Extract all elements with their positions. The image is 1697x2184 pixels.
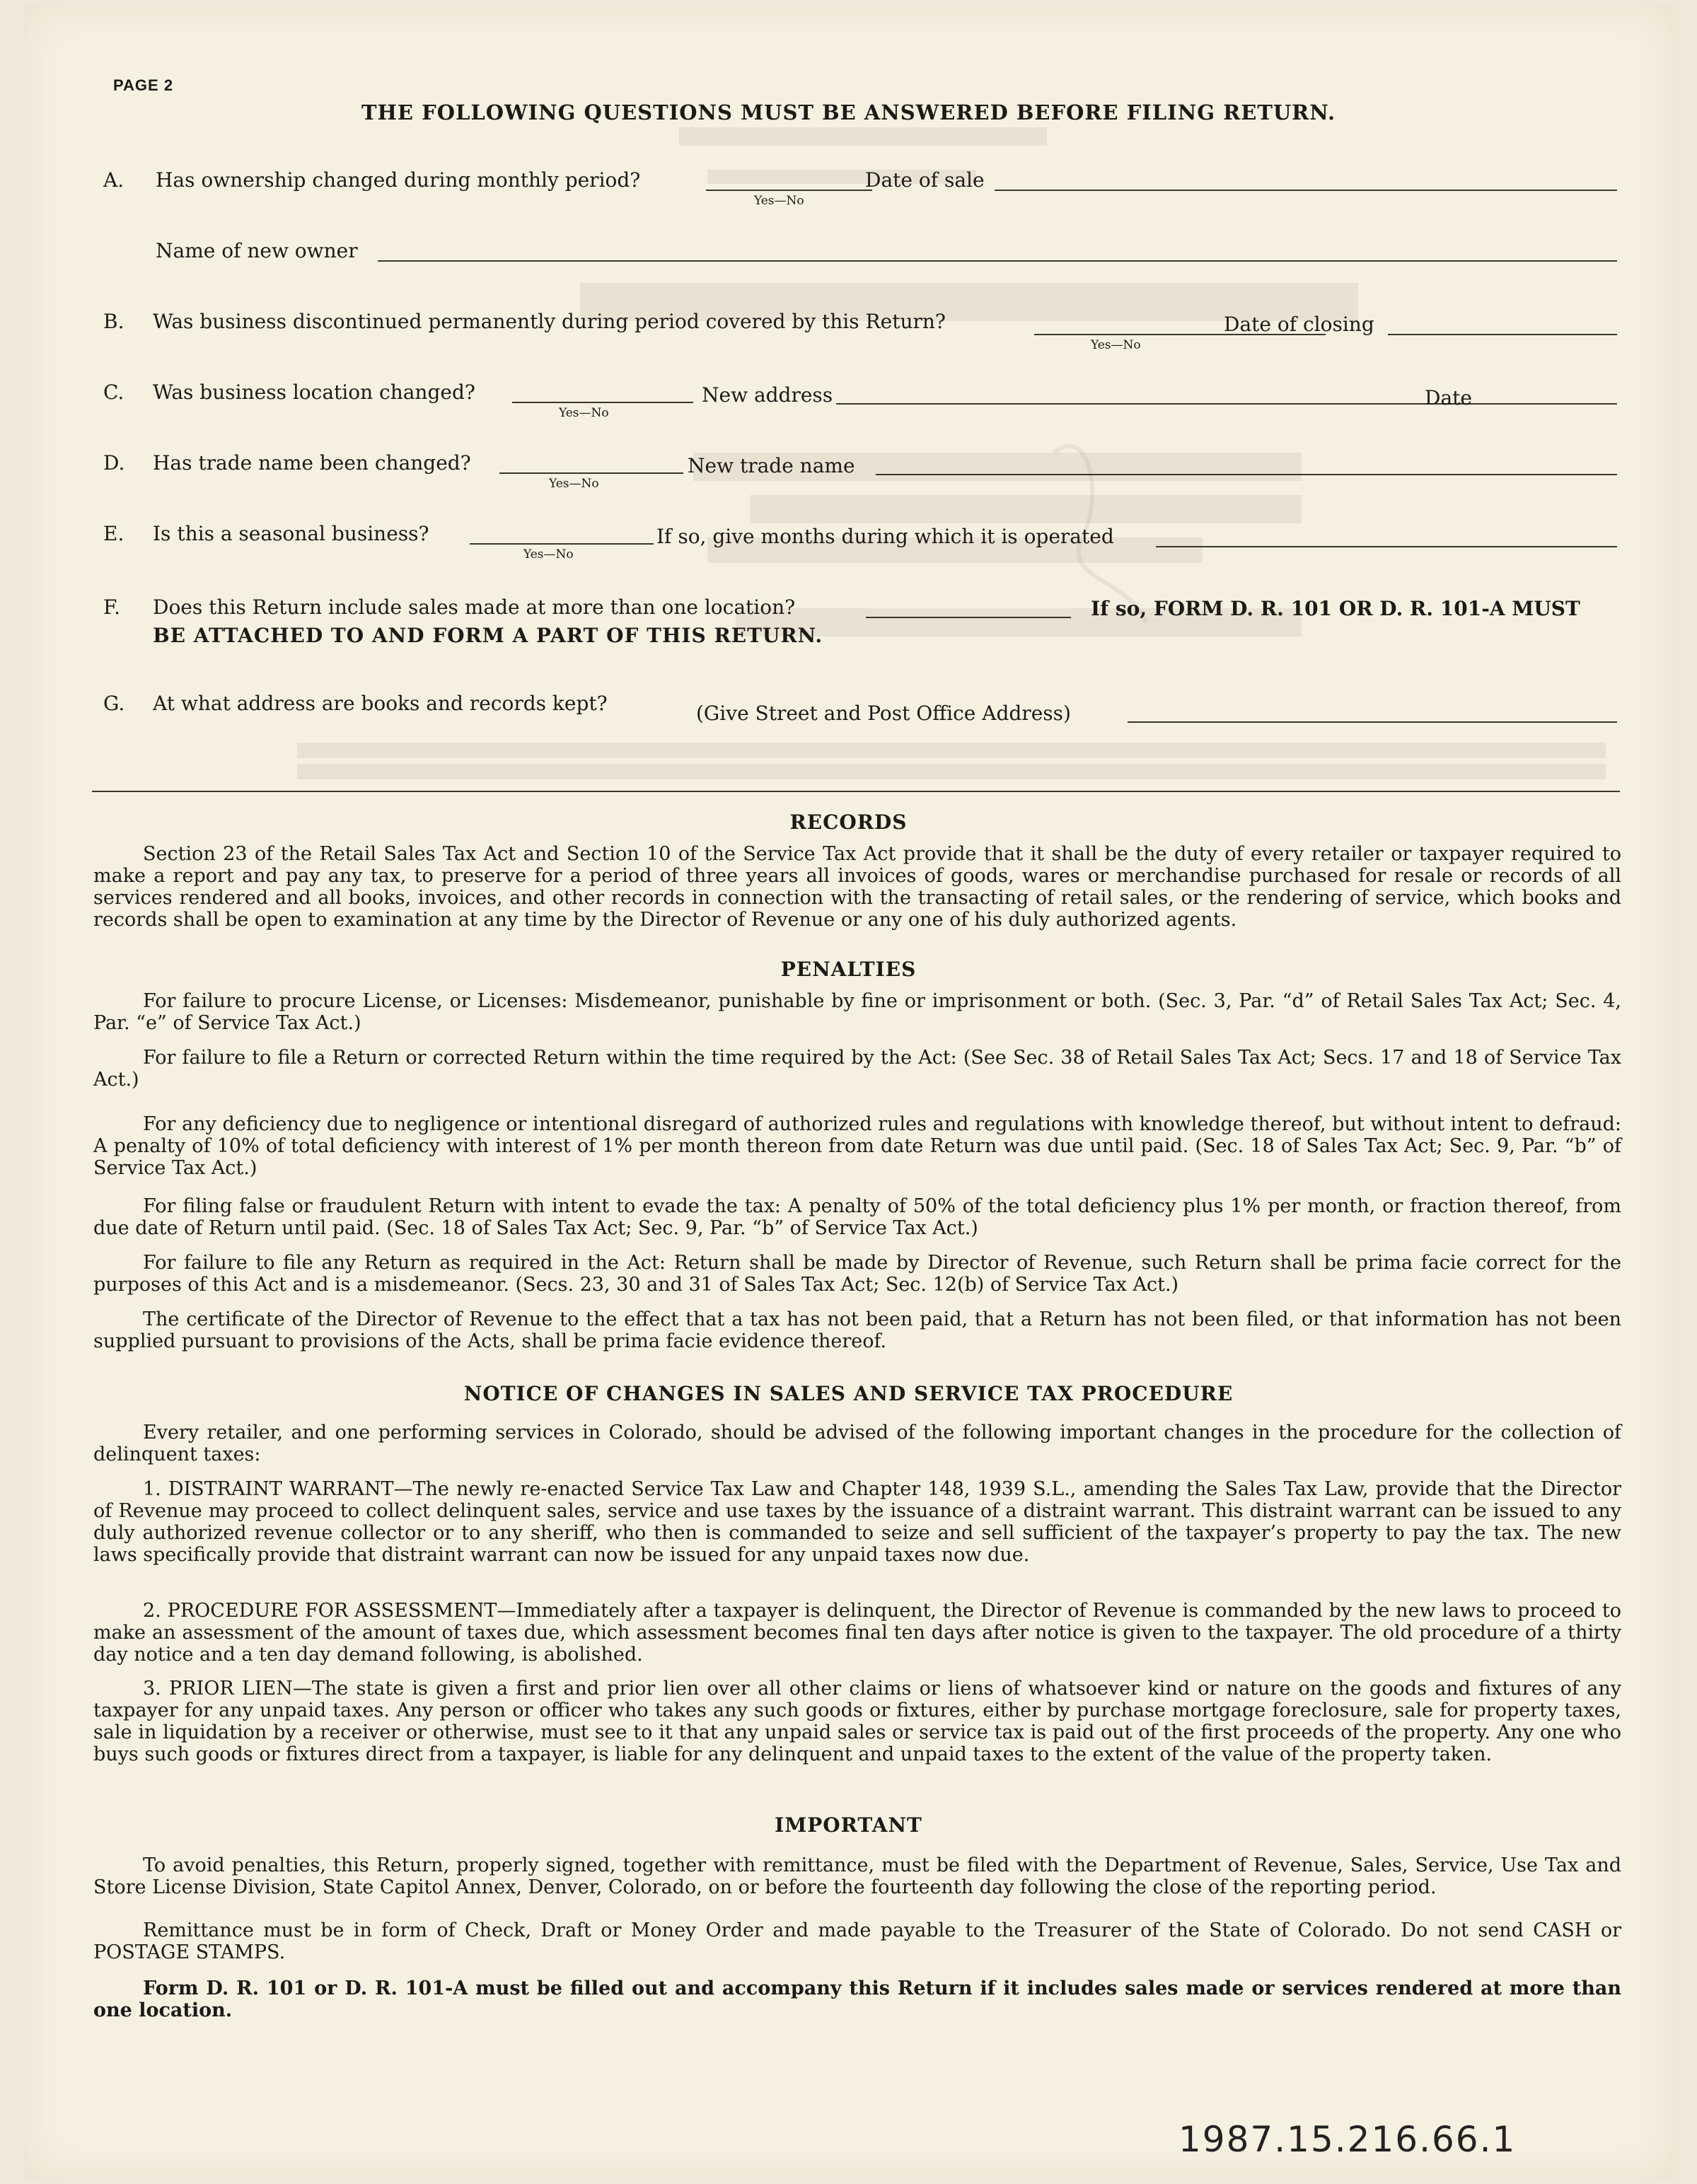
question-d xyxy=(103,451,1624,491)
question-c xyxy=(103,381,1624,420)
notice-intro: Every retailer, and one performing services in Colorado, should be advised of the following important changes in the procedure for the collection of delinquent taxes: xyxy=(93,1422,1621,1465)
field-label: New address xyxy=(702,383,833,407)
date-of-sale-line[interactable] xyxy=(995,190,1617,191)
field-label: If so, FORM D. R. 101 OR D. R. 101-A MUST xyxy=(1091,597,1580,620)
important-item: To avoid penalties, this Return, properly signed, together with remittance, must be filed with the Department of Revenue, Sales, Service, Use Tax and Store License Division, State Capitol Annex, Denver, Colorado, on or before the fourteenth day following the close of the reporting period. xyxy=(93,1854,1621,1898)
notice-item: 3. PRIOR LIEN—The state is given a first and prior lien over all other claims or liens of whatsoever kind or nature on the goods and fixtures of any taxpayer for any unpaid taxes. Any person or officer who takes any such goods or fixtures, either by purchase mortgage foreclosure, sale for property taxes, sale in liquidation by a receiver or otherwise, must see to it that any unpaid sales or service tax is paid out of the first proceeds of the property. Any one who buys such goods or fixtures direct from a taxpayer, is liable for any delinquent and unpaid taxes to the extent of the value of the property taken. xyxy=(93,1678,1621,1765)
question-text: Is this a seasonal business? xyxy=(153,522,429,545)
question-letter: B. xyxy=(103,310,124,333)
address-line[interactable] xyxy=(1128,721,1617,723)
question-letter: F. xyxy=(103,596,120,619)
question-letter: C. xyxy=(103,381,124,404)
field-note: BE ATTACHED TO AND FORM A PART OF THIS RETURN. xyxy=(153,624,823,647)
question-text: Has trade name been changed? xyxy=(153,451,471,475)
question-letter: G. xyxy=(103,692,125,715)
question-text: Was business location changed? xyxy=(153,381,475,404)
question-letter: E. xyxy=(103,522,124,545)
new-trade-name-line[interactable] xyxy=(876,474,1617,475)
field-label: Date of sale xyxy=(865,168,985,192)
field-label: Date of closing xyxy=(1224,313,1374,336)
answer-line[interactable] xyxy=(512,402,693,403)
penalty-item: For failure to file a Return or corrected Return within the time required by the Act: (See Sec. 38 of Retail Sales Tax Act; Secs. 17 and 18 of Service Tax Act.) xyxy=(93,1047,1621,1091)
notice-title: NOTICE OF CHANGES IN SALES AND SERVICE TAX PROCEDURE xyxy=(463,1382,1234,1405)
field-label: Name of new owner xyxy=(156,239,358,262)
records-text: Section 23 of the Retail Sales Tax Act and Section 10 of the Service Tax Act provide that it shall be the duty of every retailer or taxpayer required to make a report and pay any tax, to preserve for a period of three years all invoices of goods, wares or merchandise purchased for resale or records of all services rendered and all books, invoices, and other records in connection with the transacting of retail sales, or the rendering of service, which books and records shall be open to examination at any time by the Director of Revenue or any one of his duly authorized agents. xyxy=(93,843,1621,931)
answer-line[interactable] xyxy=(470,543,654,545)
important-item: Remittance must be in form of Check, Draft or Money Order and made payable to the Treasurer of the State of Colorado. Do not send CASH or POSTAGE STAMPS. xyxy=(93,1919,1621,1963)
question-text: Does this Return include sales made at more than one location? xyxy=(153,596,796,619)
penalty-item: The certificate of the Director of Revenue to the effect that a tax has not been paid, that a Return has not been filed, or that information has not been supplied pursuant to provisions of the Acts, shall be prima facie evidence thereof. xyxy=(93,1308,1621,1352)
question-e xyxy=(103,522,1624,562)
question-g xyxy=(103,692,1624,727)
question-text: At what address are books and records kept? xyxy=(153,692,608,715)
notice-item: 1. DISTRAINT WARRANT—The newly re-enacted Service Tax Law and Chapter 148, 1939 S.L., amending the Sales Tax Law, provide that the Director of Revenue may proceed to collect delinquent sales, service and use taxes by the issuance of a distraint warrant. This distraint warrant can be issued to any duly authorized revenue collector or to any sheriff, who then is commanded to seize and sell sufficient of the taxpayer’s property to pay the tax. The new laws specifically provide that distraint warrant can now be issued for any unpaid taxes now due. xyxy=(93,1478,1621,1566)
yes-no-hint: Yes—No xyxy=(559,406,609,420)
yes-no-hint: Yes—No xyxy=(523,547,574,562)
question-letter: A. xyxy=(103,168,124,192)
new-address-line[interactable] xyxy=(836,403,1501,405)
question-a xyxy=(103,168,1624,208)
field-label: If so, give months during which it is operated xyxy=(656,525,1114,548)
records-title: RECORDS xyxy=(789,811,908,834)
important-item: Form D. R. 101 or D. R. 101-A must be filled out and accompany this Return if it includes sales made or services rendered at more than one location. xyxy=(93,1977,1621,2021)
notice-item: 2. PROCEDURE FOR ASSESSMENT—Immediately after a taxpayer is delinquent, the Director of Revenue is commanded by the new laws to proceed to make an assessment of the amount of taxes due, which assessment becomes final ten days after notice is given to the taxpayer. The old procedure of a thirty day notice and a ten day demand following, is abolished. xyxy=(93,1600,1621,1666)
question-letter: D. xyxy=(103,451,125,475)
page-heading: THE FOLLOWING QUESTIONS MUST BE ANSWERED BEFORE FILING RETURN. xyxy=(361,100,1336,124)
yes-no-hint: Yes—No xyxy=(754,194,804,208)
date-of-closing-line[interactable] xyxy=(1388,334,1617,335)
catalog-number: 1987.15.216.66.1 xyxy=(1178,2119,1517,2160)
penalties-title: PENALTIES xyxy=(780,958,917,981)
question-text: Has ownership changed during monthly period? xyxy=(156,168,641,192)
yes-no-hint: Yes—No xyxy=(1091,338,1141,352)
months-line[interactable] xyxy=(1156,546,1617,547)
question-b xyxy=(103,310,1624,352)
field-label: Date xyxy=(1425,386,1472,410)
page-label: PAGE 2 xyxy=(113,76,174,94)
field-label: New trade name xyxy=(688,454,855,477)
penalty-item: For filing false or fraudulent Return with intent to evade the tax: A penalty of 50% of the total deficiency plus 1% per month, or fraction thereof, from due date of Return until paid. (Sec. 18 of Sales Tax Act; Sec. 9, Par. “b” of Service Tax Act.) xyxy=(93,1195,1621,1239)
question-f xyxy=(103,596,1624,647)
address-line-2[interactable] xyxy=(92,791,1620,792)
penalty-item: For any deficiency due to negligence or intentional disregard of authorized rules and regulations with knowledge thereof, but without intent to defraud: A penalty of 10% of total deficiency with interest of 1% per month thereon from date Return was due until paid. (Sec. 18 of Sales Tax Act; Sec. 9, Par. “b” of Service Tax Act.) xyxy=(93,1113,1621,1179)
important-title: IMPORTANT xyxy=(775,1813,922,1837)
question-a-owner xyxy=(103,239,1624,274)
answer-line[interactable] xyxy=(706,190,872,191)
penalty-item: For failure to file any Return as required in the Act: Return shall be made by Director of Revenue, such Return shall be prima facie correct for the purposes of this Act and is a misdemeanor. (Secs. 23, 30 and 31 of Sales Tax Act; Sec. 12(b) of Service Tax Act.) xyxy=(93,1252,1621,1296)
field-label: (Give Street and Post Office Address) xyxy=(696,702,1071,725)
answer-line[interactable] xyxy=(499,472,683,474)
date-line[interactable] xyxy=(1484,403,1617,405)
penalty-item: For failure to procure License, or Licenses: Misdemeanor, punishable by fine or imprisonment or both. (Sec. 3, Par. “d” of Retail Sales Tax Act; Sec. 4, Par. “e” of Service Tax Act.) xyxy=(93,990,1621,1034)
answer-line[interactable] xyxy=(866,617,1071,618)
yes-no-hint: Yes—No xyxy=(549,477,599,491)
question-text: Was business discontinued permanently during period covered by this Return? xyxy=(153,310,946,333)
new-owner-line[interactable] xyxy=(378,260,1617,262)
